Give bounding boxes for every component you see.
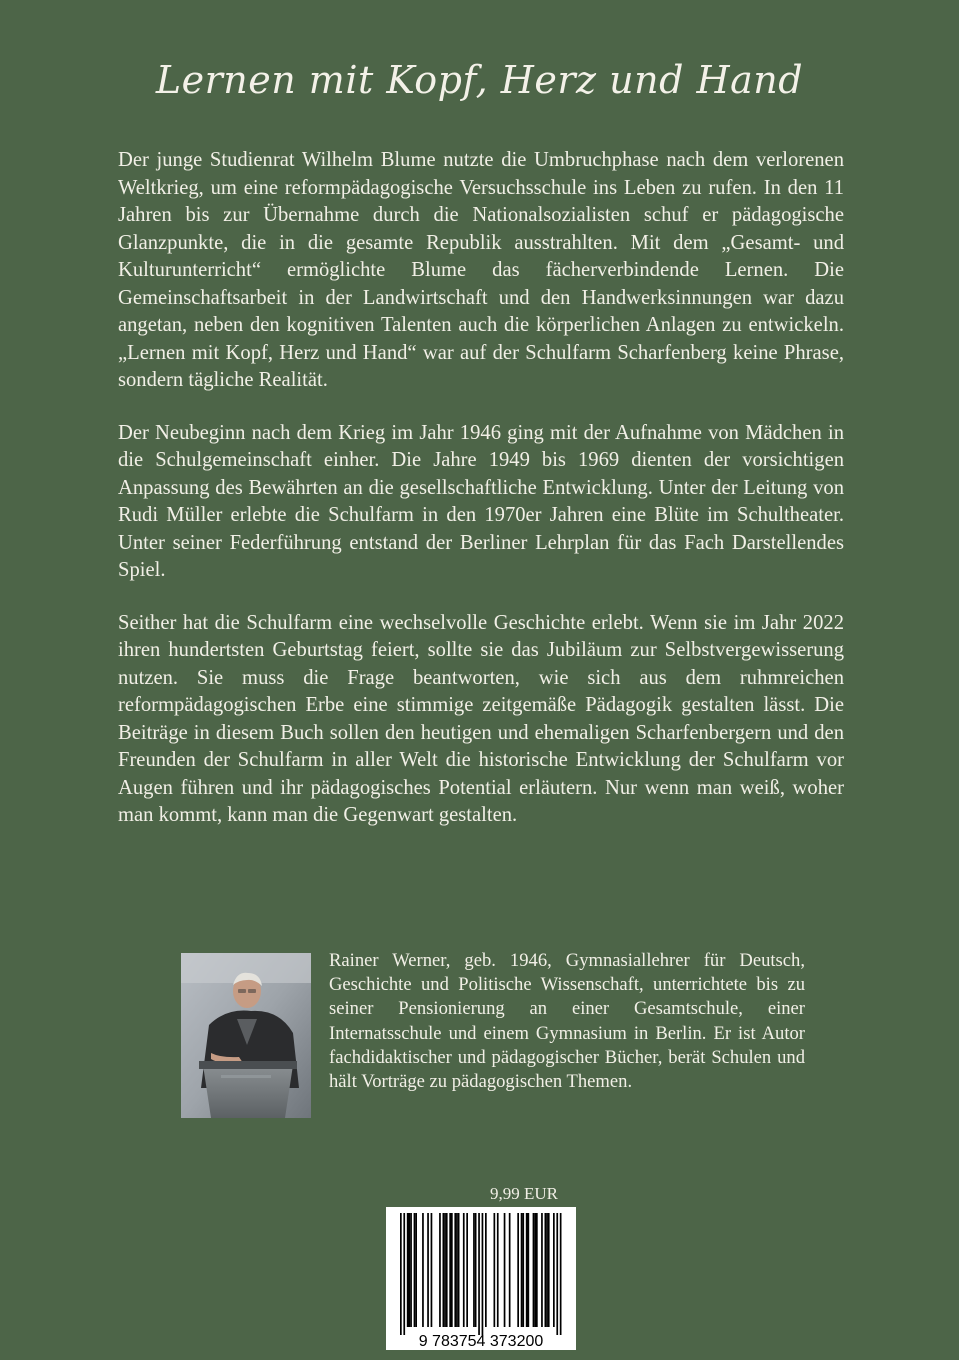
- barcode-bar: [443, 1213, 445, 1327]
- barcode-bar: [400, 1213, 402, 1335]
- book-title: Lernen mit Kopf, Herz und Hand: [155, 58, 804, 102]
- isbn-barcode: [386, 1207, 576, 1350]
- barcode-bar: [533, 1213, 535, 1327]
- barcode-bar: [403, 1213, 405, 1335]
- barcode-bar: [414, 1213, 416, 1327]
- blurb-text: [118, 147, 844, 855]
- barcode-bar: [422, 1213, 424, 1327]
- barcode-bar: [534, 1213, 536, 1327]
- barcode-bar: [456, 1213, 458, 1327]
- barcode-bar: [482, 1213, 484, 1335]
- barcode-bar: [409, 1213, 411, 1327]
- barcode-bar: [478, 1213, 480, 1335]
- blurb-paragraph-2: Der Neubeginn nach dem Krieg im Jahr 1946 ging mit der Aufnahme von Mädchen in die Schulgemeinschaft einher. Die Jahre 1949 bis 1969 dienten der vorsichtigen Anpassung des Bewährten an die gesellschaftliche Entwicklung. Unter der Leitung von Rudi Müller erlebte die Schulfarm in den 1970er Jahren eine Blüte im Schultheater. Unter seiner Federführung entstand der Berliner Lehrplan für das Fach Darstellendes Spiel.: [118, 421, 844, 581]
- barcode-bar: [546, 1213, 548, 1327]
- barcode-bar: [522, 1213, 524, 1327]
- barcode-bar: [466, 1213, 468, 1327]
- barcode-bar: [451, 1213, 453, 1327]
- barcode-bar: [560, 1213, 562, 1335]
- barcode-bar: [485, 1213, 487, 1327]
- barcode-bar: [475, 1213, 477, 1327]
- barcode-bar: [521, 1213, 523, 1327]
- barcode-bar: [494, 1213, 496, 1327]
- barcode-bar: [553, 1213, 555, 1327]
- barcode-bar: [444, 1213, 446, 1327]
- barcode-bar: [463, 1213, 465, 1327]
- barcode-bar: [439, 1213, 441, 1327]
- barcode-bar: [458, 1213, 460, 1327]
- barcode-bar: [528, 1213, 530, 1327]
- author-bio: Rainer Werner, geb. 1946, Gymnasiallehrer für Deutsch, Geschichte und Politische Wissenschaft, unterrichtete bis zu seiner Pensionierung an einer Gesamtschule, einer Internatsschule und einem Gymnasium in Berlin. Er ist Autor fachdidaktischer und pädagogischer Bücher, berät Schulen und hält Vorträge zu pädagogischen Themen.: [329, 950, 805, 1093]
- barcode-bar: [504, 1213, 506, 1327]
- barcode-bar: [545, 1213, 547, 1327]
- barcode-bar: [541, 1213, 543, 1327]
- barcode-bar: [509, 1213, 511, 1327]
- barcode-bar: [497, 1213, 499, 1327]
- barcode-bar: [415, 1213, 417, 1327]
- blurb-paragraph-1: Der junge Studienrat Wilhelm Blume nutzte die Umbruchphase nach dem verlorenen Weltkrieg, um eine reformpädagogische Versuchsschule ins Leben zu rufen. In den 11 Jahren bis zur Übernahme durch die Nationalsozialisten schuf er pädagogische Glanzpunkte, die in die gesamte Republik ausstrahlten. Mit dem „Gesamt- und Kulturunterricht“ ermöglichte Blume das fächerverbindende Lernen. Die Gemeinschaftsarbeit in der Landwirtschaft und den Handwerksinnungen war dazu angetan, neben den kognitiven Talenten auch die körperlichen Anlagen zu entwickeln. „Lernen mit Kopf, Herz und Hand“ war auf der Schulfarm Scharfenberg keine Phrase, sondern tägliche Realität.: [118, 149, 844, 391]
- barcode-bar: [454, 1213, 456, 1327]
- barcode-bar: [431, 1213, 433, 1327]
- barcode-digits: 9 783754 373200: [418, 1333, 544, 1350]
- barcode-bar: [556, 1213, 558, 1335]
- price-label: 9,99 EUR: [490, 1184, 558, 1203]
- barcode-bar: [446, 1213, 448, 1327]
- barcode-bar: [548, 1213, 550, 1327]
- blurb-paragraph-3: Seither hat die Schulfarm eine wechselvolle Geschichte erlebt. Wenn sie im Jahr 2022 ihren hundertsten Geburtstag feiert, sollte sie das Jubiläum zur Selbstvergewisserung nutzen. Sie muss die Frage beantworten, wie sich aus dem ruhmreichen reformpädagogischen Erbe eine stimmige zeitgemäße Pädagogik gestalten lässt. Die Beiträge in diesem Buch sollen den heutigen und ehemaligen Scharfenbergern und den Freunden der Schulfarm in aller Welt die historische Entwicklung der Schulfarm vor Augen führen und ihr pädagogisches Potential erläutern. Nur wenn man weiß, woher man kommt, kann man die Gegenwart gestalten.: [118, 611, 844, 826]
- barcode-bar: [526, 1213, 528, 1327]
- author-photo: [181, 953, 311, 1118]
- barcode-bar: [410, 1213, 412, 1327]
- barcode-bar: [407, 1213, 409, 1327]
- barcode-bar: [449, 1213, 451, 1327]
- barcode-bar: [473, 1213, 475, 1327]
- barcode-bar: [427, 1213, 429, 1327]
- barcode-bar: [517, 1213, 519, 1327]
- barcode-bar: [536, 1213, 538, 1327]
